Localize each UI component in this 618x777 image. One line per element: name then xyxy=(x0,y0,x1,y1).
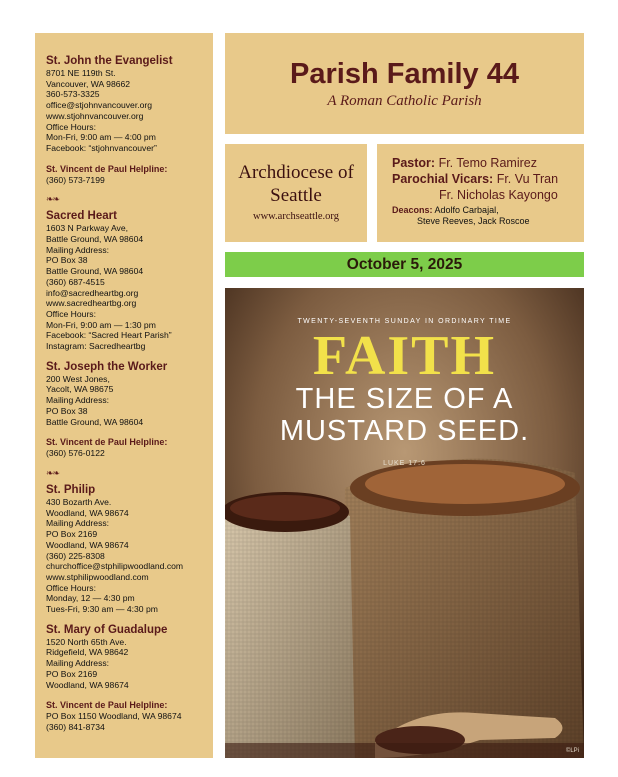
archdiocese-name-line2: Seattle xyxy=(270,185,322,206)
feature-image-mustard-seed xyxy=(225,288,584,758)
parish-st-mary xyxy=(46,624,213,733)
pastor-name: Fr. Temo Ramirez xyxy=(438,156,537,170)
parish-name: St. Philip xyxy=(46,483,96,496)
parish-st-joseph xyxy=(46,361,213,459)
pastor-line xyxy=(392,155,584,171)
office-hours-label: Office Hours: xyxy=(46,121,96,132)
phone-line: (360) 225-8308 xyxy=(46,550,105,561)
phone-line: (360) 687-4515 xyxy=(46,276,105,287)
address-line: Battle Ground, WA 98604 xyxy=(46,266,144,277)
vicar-name: Fr. Vu Tran xyxy=(496,172,559,186)
mailing-label: Mailing Address: xyxy=(46,395,110,406)
deacon-names: Adolfo Carbajal, xyxy=(434,205,499,215)
address-line: Vancouver, WA 98662 xyxy=(46,78,131,89)
svdp-helpline-label: St. Vincent de Paul Helpline: xyxy=(46,700,168,711)
archdiocese-website-link[interactable]: www.archseattle.org xyxy=(252,211,339,222)
parish-name: St. John the Evangelist xyxy=(46,55,173,67)
bulletin-date: October 5, 2025 xyxy=(346,256,463,273)
address-line: Battle Ground, WA 98604 xyxy=(46,234,144,245)
parish-name: St. Mary of Guadalupe xyxy=(46,623,168,636)
address-line: Woodland, WA 98674 xyxy=(46,507,129,518)
email-link[interactable]: office@stjohnvancouver.org xyxy=(46,100,153,111)
parish-directory-sidebar xyxy=(35,33,213,758)
svdp-helpline-phone: (360) 841-8734 xyxy=(46,721,105,732)
address-line: PO Box 38 xyxy=(46,405,88,416)
website-link[interactable]: www.stphilipwoodland.com xyxy=(46,571,149,582)
scripture-reference: LUKE 17:6 xyxy=(383,460,426,467)
fleuron-divider-icon: ❧❧ xyxy=(46,467,60,478)
page-subtitle: A Roman Catholic Parish xyxy=(327,93,482,109)
office-hours-label: Office Hours: xyxy=(46,582,96,593)
email-link[interactable]: churchoffice@stphilipwoodland.com xyxy=(46,561,184,572)
address-line: 1603 N Parkway Ave, xyxy=(46,223,129,234)
facebook-line: Facebook: “Sacred Heart Parish” xyxy=(46,330,172,341)
archdiocese-box xyxy=(225,144,367,242)
address-line: Woodland, WA 98674 xyxy=(46,679,129,690)
phone-line: 360-573-3325 xyxy=(46,89,100,100)
facebook-line: Facebook: “stjohnvancouver” xyxy=(46,142,157,153)
parish-name: Sacred Heart xyxy=(46,210,117,223)
email-link[interactable]: info@sacredheartbg.org xyxy=(46,287,139,298)
parish-name: St. Joseph the Worker xyxy=(46,360,168,373)
address-line: 1520 North 65th Ave. xyxy=(46,636,127,647)
parish-sacred-heart xyxy=(46,210,213,351)
fleuron-divider-icon: ❧❧ xyxy=(46,194,60,205)
image-credit: ©LPi xyxy=(565,748,579,754)
address-line: Ridgefield, WA 98642 xyxy=(46,647,129,658)
archdiocese-name-line1: Archdiocese of xyxy=(238,162,354,183)
address-line: Woodland, WA 98674 xyxy=(46,539,129,550)
address-line: Battle Ground, WA 98604 xyxy=(46,416,144,427)
website-link[interactable]: www.stjohnvancouver.org xyxy=(46,110,144,121)
deacons-label: Deacons: xyxy=(392,205,433,215)
office-hours: Tues-Fri, 9:30 am — 4:30 pm xyxy=(46,604,158,615)
feature-headline: FAITH xyxy=(312,325,497,387)
website-link[interactable]: www.sacredheartbg.org xyxy=(46,298,137,309)
deacon-names: Steve Reeves, Jack Roscoe xyxy=(417,216,530,226)
address-line: 200 West Jones, xyxy=(46,373,110,384)
svdp-helpline-phone: (360) 576-0122 xyxy=(46,448,105,459)
office-hours: Monday, 12 — 4:30 pm xyxy=(46,593,135,604)
address-line: 8701 NE 119th St. xyxy=(46,68,116,78)
svdp-helpline-label: St. Vincent de Paul Helpline: xyxy=(46,437,168,448)
liturgical-day: TWENTY-SEVENTH SUNDAY IN ORDINARY TIME xyxy=(297,318,512,325)
mailing-label: Mailing Address: xyxy=(46,518,110,529)
date-banner xyxy=(225,252,584,277)
address-line: Yacolt, WA 98675 xyxy=(46,384,114,395)
address-line: PO Box 2169 xyxy=(46,668,98,679)
masthead xyxy=(225,33,584,134)
pastor-label: Pastor: xyxy=(392,156,436,170)
svdp-helpline-label: St. Vincent de Paul Helpline: xyxy=(46,163,168,174)
mailing-label: Mailing Address: xyxy=(46,658,110,669)
feature-line2: MUSTARD SEED. xyxy=(279,415,530,447)
clergy-box xyxy=(377,144,584,242)
vicars-line xyxy=(392,171,584,187)
parish-st-philip xyxy=(46,484,213,615)
office-hours: Mon-Fri, 9:00 am — 4:00 pm xyxy=(46,132,156,143)
svdp-helpline-address: PO Box 1150 Woodland, WA 98674 xyxy=(46,711,182,722)
address-line: PO Box 38 xyxy=(46,255,88,266)
svdp-helpline-phone: (360) 573-7199 xyxy=(46,174,105,185)
instagram-line: Instagram: Sacredheartbg xyxy=(46,341,146,352)
address-line: PO Box 2169 xyxy=(46,529,98,540)
deacons-line xyxy=(392,205,584,216)
address-line: 430 Bozarth Ave. xyxy=(46,496,112,507)
vicars-label: Parochial Vicars: xyxy=(392,172,494,186)
vicar-name: Fr. Nicholas Kayongo xyxy=(439,188,558,202)
office-hours-label: Office Hours: xyxy=(46,308,96,319)
office-hours: Mon-Fri, 9:00 am — 1:30 pm xyxy=(46,319,156,330)
mailing-label: Mailing Address: xyxy=(46,244,110,255)
page-title: Parish Family 44 xyxy=(290,58,519,90)
parish-st-john xyxy=(46,55,213,185)
feature-line1: THE SIZE OF A xyxy=(295,383,514,415)
